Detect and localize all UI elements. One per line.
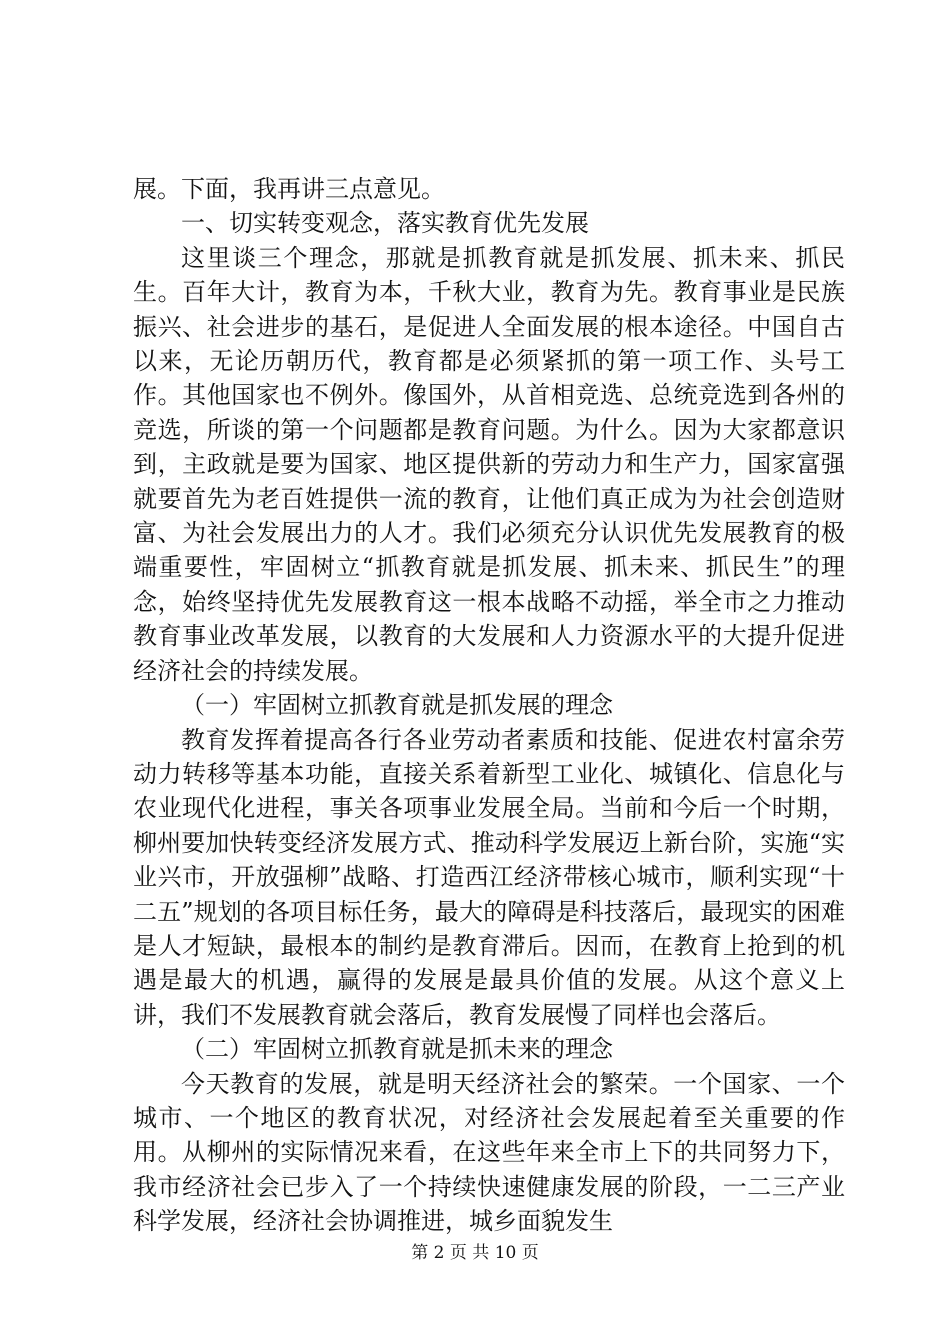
page-footer: 第 2 页 共 10 页 — [411, 1243, 539, 1263]
paragraph-continuation: 展。下面，我再讲三点意见。 — [133, 175, 445, 203]
paragraph-development: 教育发挥着提高各行各业劳动者素质和技能、促进农村富余劳动力转移等基本功能，直接关系着新型工业化、城镇化、信息化与农业现代化进程，事关各项事业发展全局。当前和今后一个时期，柳州要加快转变经济发展方式、推动科学发展迈上新台阶，实施“实业兴市，开放强柳”战略、打造西江经济带核心城市，顺利实现“十二五”规划的各项目标任务，最大的障碍是科技落后，最现实的困难是人才短缺，最根本的制约是教育滞后。因而，在教育上抢到的机遇是最大的机遇，赢得的发展是最具价值的发展。从这个意义上讲，我们不发展教育就会落后，教育发展慢了同样也会落后。 — [133, 725, 845, 1029]
paragraph-three-concepts: 这里谈三个理念，那就是抓教育就是抓发展、抓未来、抓民生。百年大计，教育为本，千秋大业，教育为先。教育事业是民族振兴、社会进步的基石，是促进人全面发展的根本途径。中国自古以来，无论历朝历代，教育都是必须紧抓的第一项工作、头号工作。其他国家也不例外。像国外，从首相竞选、总统竞选到各州的竞选，所谈的第一个问题都是教育问题。为什么。因为大家都意识到，主政就是要为国家、地区提供新的劳动力和生产力，国家富强就要首先为老百姓提供一流的教育，让他们真正成为为社会创造财富、为社会发展出力的人才。我们必须充分认识优先发展教育的极端重要性，牢固树立“抓教育就是抓发展、抓未来、抓民生”的理念，始终坚持优先发展教育这一根本战略不动摇，举全市之力推动教育事业改革发展，以教育的大发展和人力资源水平的大提升促进经济社会的持续发展。 — [133, 243, 845, 685]
document-body — [133, 172, 845, 1239]
subheading-future: （二）牢固树立抓教育就是抓未来的理念 — [181, 1035, 613, 1064]
subheading-development: （一）牢固树立抓教育就是抓发展的理念 — [181, 691, 613, 720]
section-heading-1: 一、切实转变观念，落实教育优先发展 — [181, 209, 589, 238]
paragraph-future: 今天教育的发展，就是明天经济社会的繁荣。一个国家、一个城市、一个地区的教育状况，对经济社会发展起着至关重要的作用。从柳州的实际情况来看，在这些年来全市上下的共同努力下，我市经济社会已步入了一个持续快速健康发展的阶段，一二三产业科学发展，经济社会协调推进，城乡面貌发生 — [133, 1069, 845, 1236]
